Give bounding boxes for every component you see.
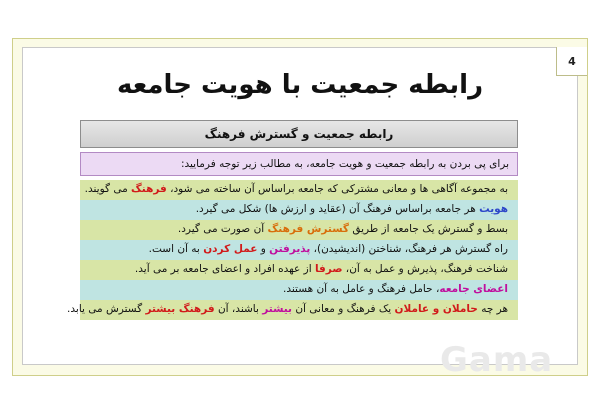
row-text: بسط و گسترش یک جامعه از طریق bbox=[349, 223, 508, 235]
row-text: از عهده افراد و اعضای جامعه بر می آید. bbox=[134, 263, 315, 275]
row-text: و bbox=[257, 243, 270, 255]
row-text: می گویند. bbox=[84, 183, 132, 195]
keyword: اعضای جامعه bbox=[439, 283, 508, 295]
row-text: گسترش می یابد. bbox=[67, 303, 146, 315]
row-text: ، حامل فرهنگ و عامل به آن هستند. bbox=[283, 283, 440, 295]
row-text: یک فرهنگ و معانی آن bbox=[291, 303, 395, 315]
keyword: صرفا bbox=[314, 263, 343, 275]
content-row-4 bbox=[80, 240, 518, 260]
content-row-7 bbox=[67, 300, 518, 320]
row-text: هر جامعه براساس فرهنگ آن (عقاید و ارزش ها) شکل می گیرد. bbox=[195, 203, 480, 215]
keyword: هویت bbox=[479, 203, 508, 215]
row-text: شناخت فرهنگ، پذیرش و عمل به آن، bbox=[342, 263, 508, 275]
keyword: عمل کردن bbox=[203, 243, 258, 255]
row-text: آن صورت می گیرد. bbox=[177, 223, 268, 235]
row-text: به مجموعه آگاهی ها و معانی مشترکی که جامعه براساس آن ساخته می شود، bbox=[166, 183, 508, 195]
keyword: بیشتر bbox=[262, 303, 292, 315]
content-row-3 bbox=[80, 220, 518, 240]
row-text: راه گسترش هر فرهنگ، شناختن (اندیشیدن)، bbox=[310, 243, 508, 255]
watermark-logo: Gama bbox=[440, 340, 554, 380]
row-text: به آن است. bbox=[148, 243, 204, 255]
page-title: رابطه جمعیت با هویت جامعه bbox=[116, 70, 484, 100]
section-subtitle: رابطه جمعیت و گسترش فرهنگ bbox=[80, 120, 518, 148]
content-row-5 bbox=[80, 260, 518, 280]
intro-text: برای پی بردن به رابطه جمعیت و هویت جامعه، به مطالب زیر توجه فرمایید: bbox=[80, 152, 518, 176]
content-row-6 bbox=[80, 280, 518, 300]
content-row-1 bbox=[80, 180, 518, 200]
content-row-2 bbox=[80, 200, 518, 220]
page-number: 4 bbox=[556, 47, 587, 76]
row-text: باشند، آن bbox=[214, 303, 263, 315]
row-text: هر چه bbox=[477, 303, 508, 315]
keyword: فرهنگ بیشتر bbox=[145, 303, 215, 315]
keyword: حاملان و عاملان bbox=[394, 303, 478, 315]
keyword: پذیرفتن bbox=[269, 243, 311, 255]
keyword: فرهنگ bbox=[131, 183, 167, 195]
keyword: گسترش فرهنگ bbox=[267, 223, 350, 235]
